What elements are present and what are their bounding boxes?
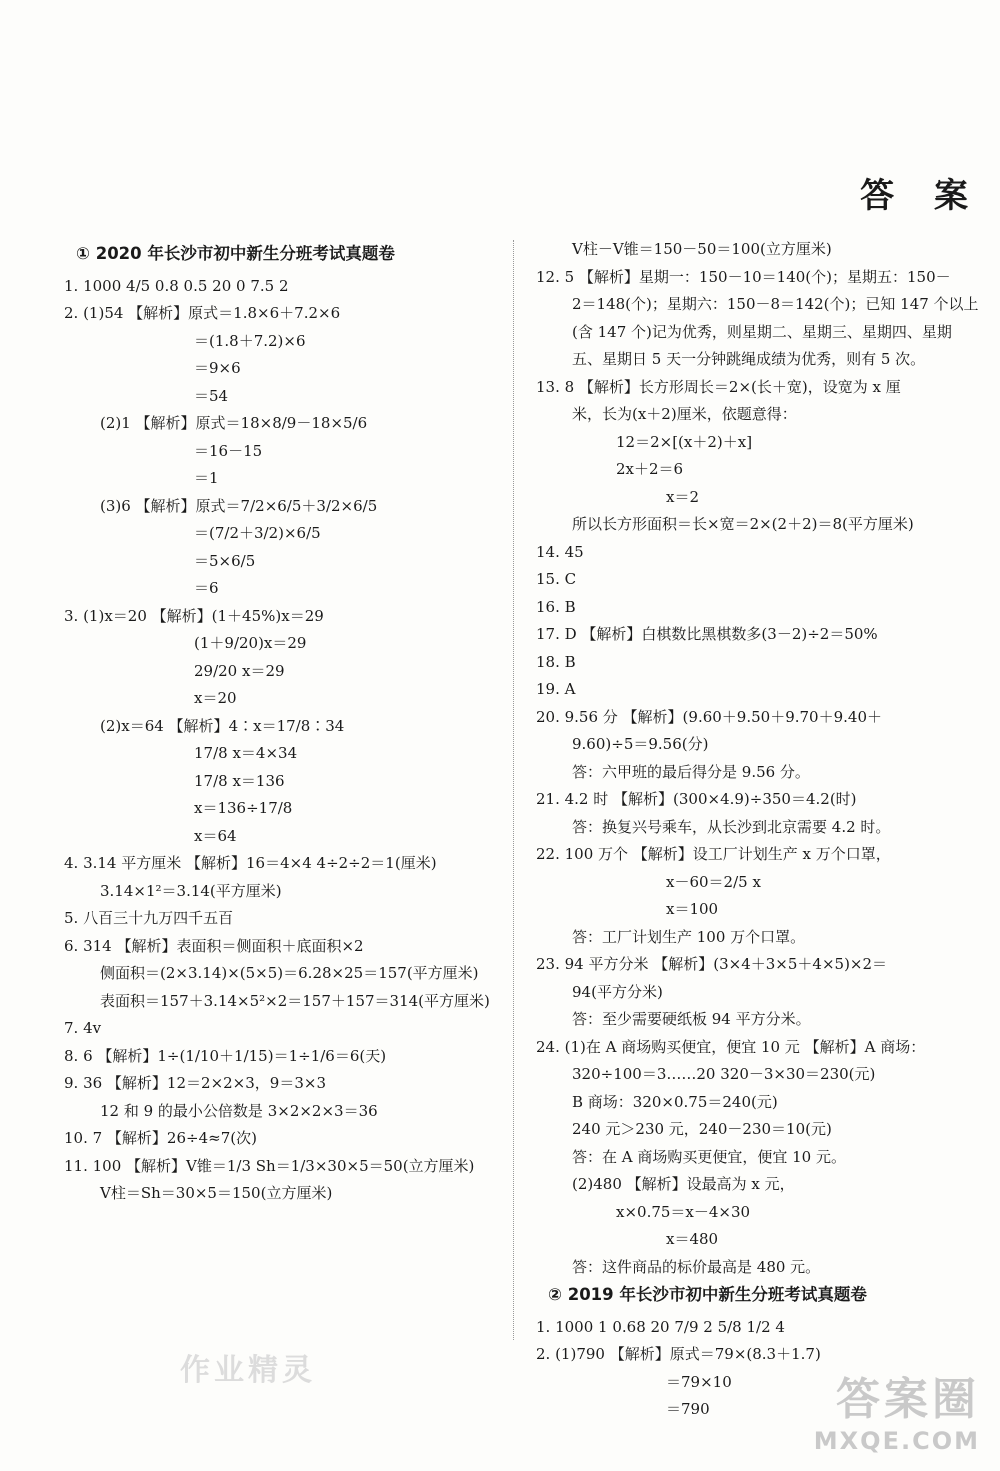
answer-line: (2)480 【解析】设最高为 x 元， — [572, 1175, 795, 1193]
answer-line: 18. B — [536, 652, 576, 671]
answer-step: ＝54 — [194, 386, 229, 405]
answer-line: 5. 八百三十九万四千五百 — [64, 909, 234, 928]
answer-step: ＝5×6/5 — [194, 551, 256, 570]
answer-line: 1. 1000 1 0.68 20 7/9 2 5/8 1/2 4 — [536, 1317, 785, 1336]
answer-line: 6. 314 【解析】表面积＝侧面积＋底面积×2 — [64, 936, 364, 955]
answer-step: ＝9×6 — [194, 359, 241, 378]
answer-step: ＝16－15 — [194, 441, 263, 460]
answer-line: B 商场：320×0.75＝240(元) — [572, 1092, 778, 1111]
answer-line: 3.14×1²＝3.14(平方厘米) — [100, 881, 282, 900]
answer-line: 答：六甲班的最后得分是 9.56 分。 — [572, 762, 810, 781]
answer-line: 12. 5 【解析】星期一：150－10＝140(个)；星期五：150－ — [536, 267, 951, 286]
answer-line: (2)x＝64 【解析】4∶x＝17/8∶34 — [100, 716, 345, 735]
answer-line: 2. (1)54 【解析】原式＝1.8×6＋7.2×6 — [64, 304, 341, 323]
answer-line: 3. (1)x＝20 【解析】(1＋45%)x＝29 — [64, 606, 324, 625]
answer-step: ＝790 — [666, 1400, 710, 1419]
answer-line: 320÷100＝3……20 320－3×30＝230(元) — [572, 1065, 876, 1083]
answer-step: 17/8 x＝4×34 — [194, 744, 298, 763]
answer-line: 答：换复兴号乘车，从长沙到北京需要 4.2 时。 — [572, 817, 891, 836]
answer-line: 表面积＝157＋3.14×5²×2＝157＋157＝314(平方厘米) — [100, 991, 490, 1010]
answer-line: 14. 45 — [536, 542, 584, 561]
answer-line: (3)6 【解析】原式＝7/2×6/5＋3/2×6/5 — [100, 496, 378, 515]
watermark-site: MXQE.COM — [813, 1427, 980, 1455]
answer-step: 2x＋2＝6 — [616, 460, 684, 478]
answer-step: ＝79×10 — [666, 1372, 732, 1391]
answer-line: 答：工厂计划生产 100 万个口罩。 — [572, 927, 806, 946]
page-heading: 答 案 — [860, 176, 982, 216]
answer-line: 答：在 A 商场购买更便宜，便宜 10 元。 — [572, 1147, 846, 1166]
answer-line: 13. 8 【解析】长方形周长＝2×(长＋宽)，设宽为 x 厘 — [536, 377, 901, 396]
right-column — [536, 238, 979, 1426]
answer-line: 94(平方分米) — [572, 982, 663, 1001]
answer-line: 7. 4v — [64, 1019, 102, 1038]
answer-line: 11. 100 【解析】V锥＝1/3 Sh＝1/3×30×5＝50(立方厘米) — [64, 1156, 475, 1175]
answer-step: 29/20 x＝29 — [194, 661, 285, 680]
answer-line: (2)1 【解析】原式＝18×8/9－18×5/6 — [100, 414, 368, 433]
answer-step: x＝100 — [666, 900, 719, 918]
answer-line: 21. 4.2 时 【解析】(300×4.9)÷350＝4.2(时) — [536, 790, 857, 808]
answer-step: x＝2 — [666, 487, 700, 506]
answer-line: 4. 3.14 平方厘米 【解析】16＝4×4 4÷2÷2＝1(厘米) — [64, 854, 437, 873]
answer-line: 12 和 9 的最小公倍数是 3×2×2×3＝36 — [100, 1101, 378, 1120]
answer-line: 24. (1)在 A 商场购买便宜，便宜 10 元 【解析】A 商场： — [536, 1037, 926, 1056]
answer-line: 2＝148(个)；星期六：150－8＝142(个)；已知 147 个以上 — [572, 295, 979, 313]
answer-step: x＝20 — [194, 689, 237, 708]
watermark-logo-text: 答案圈 — [836, 1374, 980, 1425]
answer-step: x＝64 — [194, 826, 237, 845]
answer-step: 17/8 x＝136 — [194, 771, 285, 790]
answer-line: V柱－V锥＝150－50＝100(立方厘米) — [572, 240, 832, 258]
answer-line: 15. C — [536, 570, 577, 588]
answer-line: 8. 6 【解析】1÷(1/10＋1/15)＝1÷1/6＝6(天) — [64, 1046, 387, 1065]
answer-line: 1. 1000 4/5 0.8 0.5 20 0 7.5 2 — [64, 276, 289, 295]
section-title-2020: ① 2020 年长沙市初中新生分班考试真题卷 — [76, 244, 395, 263]
answer-line: 2. (1)790 【解析】原式＝79×(8.3＋1.7) — [536, 1345, 821, 1364]
answer-line: 答：至少需要硬纸板 94 平方分米。 — [572, 1010, 811, 1028]
watermark-logo — [814, 1363, 980, 1455]
answer-step: ＝6 — [194, 579, 219, 598]
answer-line: 22. 100 万个 【解析】设工厂计划生产 x 万个口罩， — [536, 845, 891, 863]
answer-step: x－60＝2/5 x — [666, 872, 761, 891]
answer-line: 答：这件商品的标价最高是 480 元。 — [572, 1257, 821, 1276]
answer-line: 20. 9.56 分 【解析】(9.60＋9.50＋9.70＋9.40＋ — [536, 707, 883, 726]
answer-line: 五、星期日 5 天一分钟跳绳成绩为优秀，则有 5 次。 — [572, 350, 926, 368]
answer-line: 16. B — [536, 597, 576, 616]
answer-line: 9.60)÷5＝9.56(分) — [572, 735, 709, 753]
answer-step: x×0.75＝x－4×30 — [616, 1202, 751, 1221]
answer-line: 米，长为(x＋2)厘米，依题意得： — [572, 405, 797, 423]
answer-line: V柱＝Sh＝30×5＝150(立方厘米) — [100, 1184, 333, 1203]
section-title-2019: ② 2019 年长沙市初中新生分班考试真题卷 — [548, 1285, 867, 1304]
answer-line: 侧面积＝(2×3.14)×(5×5)＝6.28×25＝157(平方厘米) — [100, 964, 479, 983]
left-column — [64, 238, 494, 1210]
answer-line: 10. 7 【解析】26÷4≈7(次) — [64, 1129, 257, 1148]
answer-step: ＝(7/2＋3/2)×6/5 — [194, 524, 321, 543]
answer-line: 17. D 【解析】白棋数比黑棋数多(3－2)÷2＝50% — [536, 625, 878, 643]
answer-step: ＝1 — [194, 469, 219, 488]
answer-step: (1＋9/20)x＝29 — [194, 634, 307, 653]
answer-step: 12＝2×[(x＋2)＋x] — [616, 432, 753, 451]
watermark-stamp: 作业精灵 — [180, 1353, 316, 1388]
answer-line: 19. A — [536, 680, 576, 698]
answer-line: 240 元＞230 元，240－230＝10(元) — [572, 1120, 832, 1138]
answer-step: ＝(1.8＋7.2)×6 — [194, 331, 306, 350]
answer-step: x＝136÷17/8 — [194, 799, 293, 818]
answer-line: 23. 94 平方分米 【解析】(3×4＋3×5＋4×5)×2＝ — [536, 955, 888, 973]
answer-line: 9. 36 【解析】12＝2×2×3，9＝3×3 — [64, 1074, 326, 1093]
column-divider — [513, 240, 514, 1340]
answer-line: 所以长方形面积＝长×宽＝2×(2＋2)＝8(平方厘米) — [572, 515, 914, 533]
answer-step: x＝480 — [666, 1230, 719, 1248]
answer-line: (含 147 个)记为优秀，则星期二、星期三、星期四、星期 — [572, 322, 952, 341]
